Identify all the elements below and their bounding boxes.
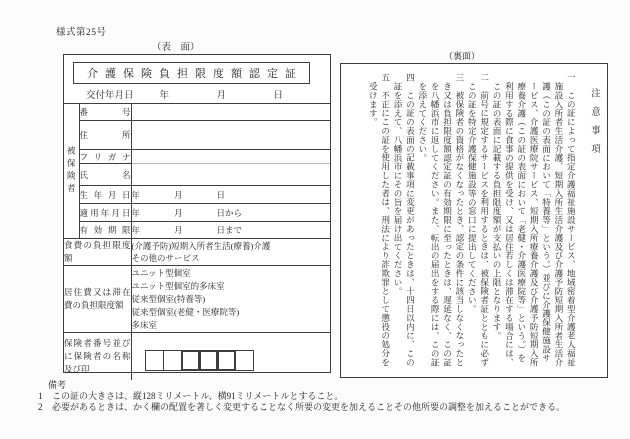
- insurer-label: 保険者番号並びに保険者の名称及び印: [64, 333, 131, 380]
- field-value-birthdate: 年 月 日: [131, 186, 330, 204]
- insurer-number-box: [235, 350, 254, 371]
- meal-limit-values: [131, 239, 330, 266]
- field-label-number: 番号: [79, 104, 131, 121]
- insurer-number-cell: [131, 333, 330, 380]
- residence-limit-values: [131, 266, 330, 333]
- front-side-label: （表 面）: [152, 43, 200, 53]
- field-label-address: 住所: [79, 121, 131, 150]
- field-label-expiry: 有効期限: [79, 222, 131, 239]
- issue-date-value: 年 月 日: [159, 90, 284, 101]
- field-value-expiry: 年 月 日まで: [131, 222, 330, 239]
- insurer-number-box: [199, 350, 218, 371]
- residence-line-3: 従来型個室(特養等): [131, 293, 206, 304]
- residence-line-1: ユニット型個室: [131, 267, 191, 278]
- field-value-furigana: [131, 150, 330, 164]
- note-item-1: 一 この証によって指定介護福祉施設サービス、地域密着型介護老人福祉施設入所者生活介護、短期入所生活介護及び介護予防短期入所者生活介護（この証の表面において「特養等」という。）並びに介護保健施設サービス、介護医療院サービス、短期入所療養介護及び介護予防短期入所療養介護（この証の表面において「老健・介護医療院等」という。）を利用する際に食事の提供を受け、又は居住若しくは滞在する場合には、この証の表面に記載する負担限度額が支払いの上限となります。: [492, 73, 577, 367]
- front-table: [64, 103, 330, 380]
- remarks-section: [38, 380, 565, 413]
- field-value-address: [131, 121, 330, 150]
- insurer-number-box: [217, 350, 236, 371]
- field-label-furigana: フリガナ: [79, 151, 131, 162]
- residence-limit-label: 居住費又は滞在費の負担限度額: [64, 266, 131, 333]
- note-item-2: 二 前号に規定するサービスを利用するときは、被保険者証とともに必ずこの証を特定介護保健施設等の窓口に提出してください。: [467, 73, 490, 367]
- meal-line-1: (介護予防)短期入所者生活(療養)介護: [131, 241, 271, 252]
- residence-line-4: 従来型個室(老健・医療院等): [131, 306, 240, 317]
- field-value-name: [131, 164, 330, 186]
- remark-text: この証の大きさは、縦128ミリメートル、横91ミリメートルとすること。: [52, 391, 344, 401]
- insurer-number-box: [163, 350, 182, 371]
- residence-line-5: 多床室: [131, 319, 158, 330]
- issue-date-row: [64, 84, 330, 103]
- meal-line-2: その他のサービス: [131, 253, 200, 264]
- field-label-apply-date: 適用年月日: [79, 204, 131, 222]
- note-item-4: 四 この証の表面の記載事項に変更があったときは、十四日以内に、この証を添えて、八幡浜市にその旨を届け出てください。: [393, 73, 416, 367]
- field-value-apply-date: 年 月 日から: [131, 204, 330, 222]
- insurer-number-box: [145, 350, 164, 371]
- remark-item-1: [38, 391, 565, 402]
- note-item-3: 三 被保険者の資格がなくなったとき、認定の条件に該当しなくなったとき又は負担限度額認定証の有効期限に至ったときは、遅延なく、この証を八幡浜市に返してください。また、転出の届出をする際には、この証を添えてください。: [417, 73, 465, 367]
- meal-limit-label: 食費の負担限度額: [64, 239, 131, 266]
- front-panel: [63, 54, 331, 373]
- note-item-5: 五 不正にこの証を使用した者は、刑法により詐欺罪として懲役の処分を受けます。: [368, 73, 391, 367]
- field-value-number: [131, 104, 330, 121]
- residence-line-2: ユニット型個室的多床室: [131, 280, 225, 291]
- remark-text: 必要があるときは、かく欄の配置を著しく変更することなく所要の変更を加えることその他所要の調整を加えることができる。: [52, 402, 566, 412]
- certificate-title: 介護保険負担限度額認定証: [73, 62, 310, 84]
- notes-header: 注意事項: [589, 88, 599, 163]
- field-label-birthdate: 生年月日: [79, 186, 131, 204]
- remark-item-2: [38, 402, 565, 413]
- field-label-name: 氏名: [79, 164, 131, 186]
- remarks-title: 備考: [48, 380, 67, 390]
- back-side-label: （裏面）: [444, 51, 481, 61]
- insurer-number-boxes: [132, 343, 331, 371]
- form-number: 様式第25号: [56, 28, 107, 38]
- back-panel: [340, 63, 608, 378]
- issue-date-label: 交付年月日: [86, 90, 134, 101]
- insured-group-label: 被保険者: [64, 104, 79, 239]
- remark-number: 2: [38, 402, 43, 412]
- notes-vertical-text: [341, 64, 607, 377]
- remark-number: 1: [38, 391, 43, 401]
- insurer-number-box: [181, 350, 200, 371]
